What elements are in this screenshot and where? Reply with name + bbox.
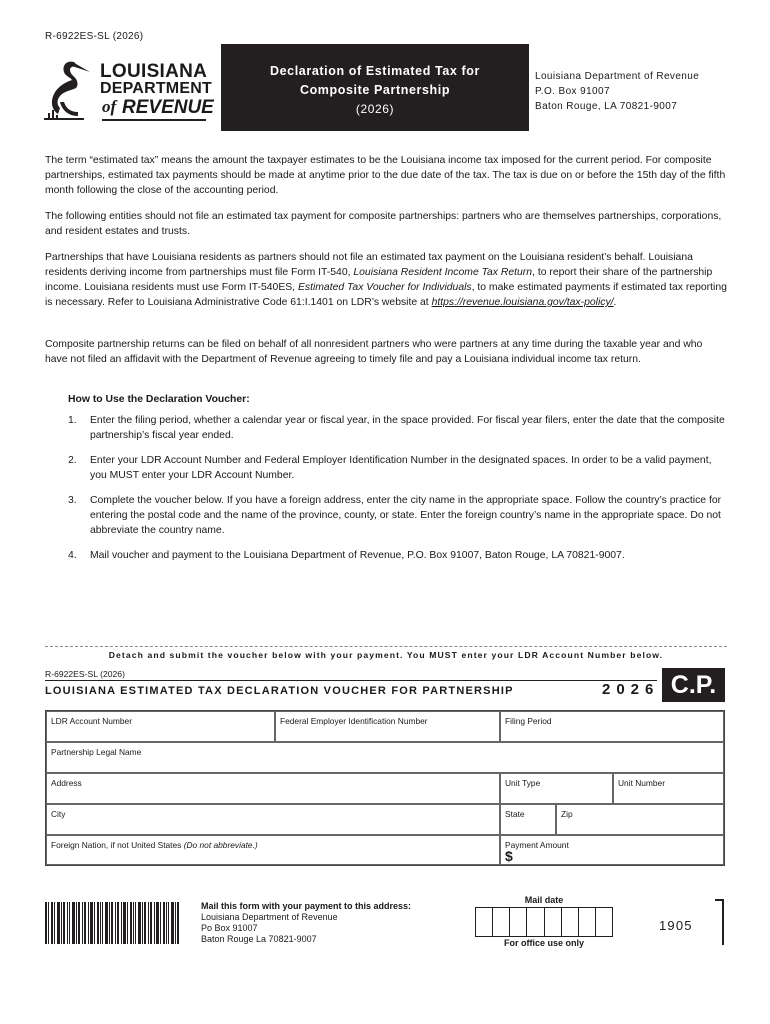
detach-instruction: Detach and submit the voucher below with your payment. You MUST enter your LDR Account Number below. bbox=[45, 646, 727, 660]
title-box bbox=[221, 44, 529, 131]
tax-policy-link[interactable]: https://revenue.louisiana.gov/tax-policy/ bbox=[431, 297, 614, 308]
mail-line: Louisiana Department of Revenue bbox=[201, 912, 338, 922]
howto-step bbox=[68, 453, 728, 483]
state-field[interactable] bbox=[500, 804, 556, 835]
it540es-title: Estimated Tax Voucher for Individuals bbox=[297, 282, 472, 293]
p3-text: , to report their share of the partnership income. Louisiana residents must use Form IT-540ES, bbox=[45, 267, 713, 293]
field-label: Payment Amount bbox=[505, 840, 569, 850]
address-line: P.O. Box 91007 bbox=[535, 86, 610, 97]
department-address bbox=[535, 69, 699, 114]
office-use-label: For office use only bbox=[503, 938, 584, 948]
field-label: Unit Number bbox=[618, 778, 666, 788]
title-year: (2026) bbox=[355, 102, 395, 116]
zip-field[interactable] bbox=[556, 804, 724, 835]
logo-line1: LOUISIANA bbox=[100, 61, 208, 82]
voucher-year: 2026 bbox=[602, 681, 660, 698]
address-line: Baton Rouge, LA 70821-9007 bbox=[535, 101, 678, 112]
partnership-name-field[interactable] bbox=[46, 742, 724, 773]
mail-date-label: Mail date bbox=[524, 895, 564, 905]
title-line2: Composite Partnership bbox=[299, 83, 451, 97]
field-label: Zip bbox=[561, 809, 573, 819]
p3-text: , to make estimated payments if estimated tax reporting is necessary. Refer to Louisiana Administrative Code 61:I.1401 on LDR’s website at bbox=[45, 282, 727, 308]
it540-title: Louisiana Resident Income Tax Return bbox=[353, 267, 533, 278]
address-line: Louisiana Department of Revenue bbox=[535, 71, 700, 82]
paragraph-composite-returns: Composite partnership returns can be filed on behalf of all nonresident partners who were partners at any time during the taxable year and who have not filed an affidavit with the Department of Revenue agreeing to timely file and pay a Louisiana individual income tax return. bbox=[45, 339, 703, 365]
date-box bbox=[493, 908, 510, 936]
step-number: 1. bbox=[68, 415, 77, 426]
field-label: Foreign Nation, if not United States bbox=[51, 840, 184, 850]
voucher-grid bbox=[45, 710, 725, 866]
unit-type-field[interactable] bbox=[500, 773, 613, 804]
field-note: (Do not abbreviate.) bbox=[183, 840, 258, 850]
logo-line3: REVENUE bbox=[122, 97, 214, 118]
filing-period-field[interactable] bbox=[500, 711, 724, 742]
howto-heading: How to Use the Declaration Voucher: bbox=[68, 394, 250, 405]
logo-of: of bbox=[102, 97, 117, 116]
step-number: 3. bbox=[68, 495, 77, 506]
date-box bbox=[476, 908, 493, 936]
date-box bbox=[596, 908, 612, 936]
paragraph-resident-partners bbox=[45, 250, 727, 310]
address-field[interactable] bbox=[46, 773, 500, 804]
payment-amount-field[interactable] bbox=[500, 835, 724, 865]
logo-underline bbox=[102, 119, 206, 121]
foreign-nation-field[interactable] bbox=[46, 835, 500, 865]
form-code: 1905 bbox=[659, 918, 693, 933]
title-line1: Declaration of Estimated Tax for bbox=[270, 64, 480, 78]
date-box bbox=[545, 908, 562, 936]
date-box bbox=[562, 908, 579, 936]
pelican-icon bbox=[44, 58, 100, 120]
ldr-logo bbox=[44, 58, 212, 122]
voucher-title: LOUISIANA ESTIMATED TAX DECLARATION VOUCHER FOR PARTNERSHIP bbox=[45, 685, 514, 697]
mailing-instructions bbox=[201, 901, 411, 945]
p3-text: . bbox=[613, 297, 617, 308]
mail-line: Baton Rouge La 70821-9007 bbox=[201, 934, 317, 944]
step-text: Mail voucher and payment to the Louisiana Department of Revenue, P.O. Box 91007, Baton Rouge, LA 70821-9007. bbox=[90, 550, 625, 561]
field-label: Federal Employer Identification Number bbox=[280, 716, 428, 726]
field-label: Address bbox=[51, 778, 82, 788]
field-label: Unit Type bbox=[505, 778, 541, 788]
field-label: City bbox=[51, 809, 66, 819]
voucher-divider bbox=[45, 680, 657, 681]
field-label: State bbox=[505, 809, 525, 819]
p3-text: Partnerships that have Louisiana residents as partners should not file an estimated tax payment on the Louisiana resident’s behalf. Louisiana residents deriving income from partnerships must file Form IT-540, bbox=[45, 252, 693, 278]
mail-heading: Mail this form with your payment to this address: bbox=[201, 901, 412, 911]
step-number: 4. bbox=[68, 550, 77, 561]
step-number: 2. bbox=[68, 455, 77, 466]
form-id: R-6922ES-SL (2026) bbox=[45, 31, 144, 42]
fein-field[interactable] bbox=[275, 711, 500, 742]
field-label: Partnership Legal Name bbox=[51, 747, 142, 757]
corner-mark bbox=[715, 899, 724, 945]
field-label: Filing Period bbox=[505, 716, 552, 726]
ldr-account-field[interactable] bbox=[46, 711, 275, 742]
date-box bbox=[579, 908, 596, 936]
date-box bbox=[510, 908, 527, 936]
date-box bbox=[527, 908, 544, 936]
dollar-sign: $ bbox=[505, 848, 513, 864]
mail-line: Po Box 91007 bbox=[201, 923, 258, 933]
city-field[interactable] bbox=[46, 804, 500, 835]
field-label: LDR Account Number bbox=[51, 716, 132, 726]
howto-step bbox=[68, 548, 728, 563]
logo-line2: DEPARTMENT bbox=[100, 80, 212, 97]
step-text: Enter the filing period, whether a calendar year or fiscal year, in the space provided. For fiscal year filers, enter the date that the composite partnership’s fiscal year ended. bbox=[90, 415, 725, 441]
barcode bbox=[45, 902, 179, 944]
step-text: Enter your LDR Account Number and Federal Employer Identification Number in the designated spaces. In order to be a valid payment, you MUST enter your LDR Account Number. bbox=[90, 455, 712, 481]
howto-step bbox=[68, 493, 728, 538]
unit-number-field[interactable] bbox=[613, 773, 724, 804]
paragraph-excluded-entities: The following entities should not file an estimated tax payment for composite partnerships: partners who are themselves partnerships, corporations, and resident estates and trusts. bbox=[45, 211, 722, 237]
howto-step bbox=[68, 413, 728, 443]
mail-date-boxes bbox=[475, 907, 613, 937]
paragraph-estimated-tax: The term “estimated tax” means the amount the taxpayer estimates to be the Louisiana income tax imposed for the current period. For composite partnerships, estimated tax payments should be made at anytime prior to the due date of the tax. The tax is due on or before the 15th day of the fifth month following the close of the accounting period. bbox=[45, 155, 726, 196]
voucher-form-id: R-6922ES-SL (2026) bbox=[45, 669, 125, 679]
step-text: Complete the voucher below. If you have a foreign address, enter the city name in the appropriate space. Follow the country’s practice for entering the postal code and the name of the province, county, or state. Enter the foreign country’s name in the appropriate space. Do not abbreviate the country name. bbox=[90, 495, 722, 536]
cp-badge: C.P. bbox=[662, 668, 725, 702]
